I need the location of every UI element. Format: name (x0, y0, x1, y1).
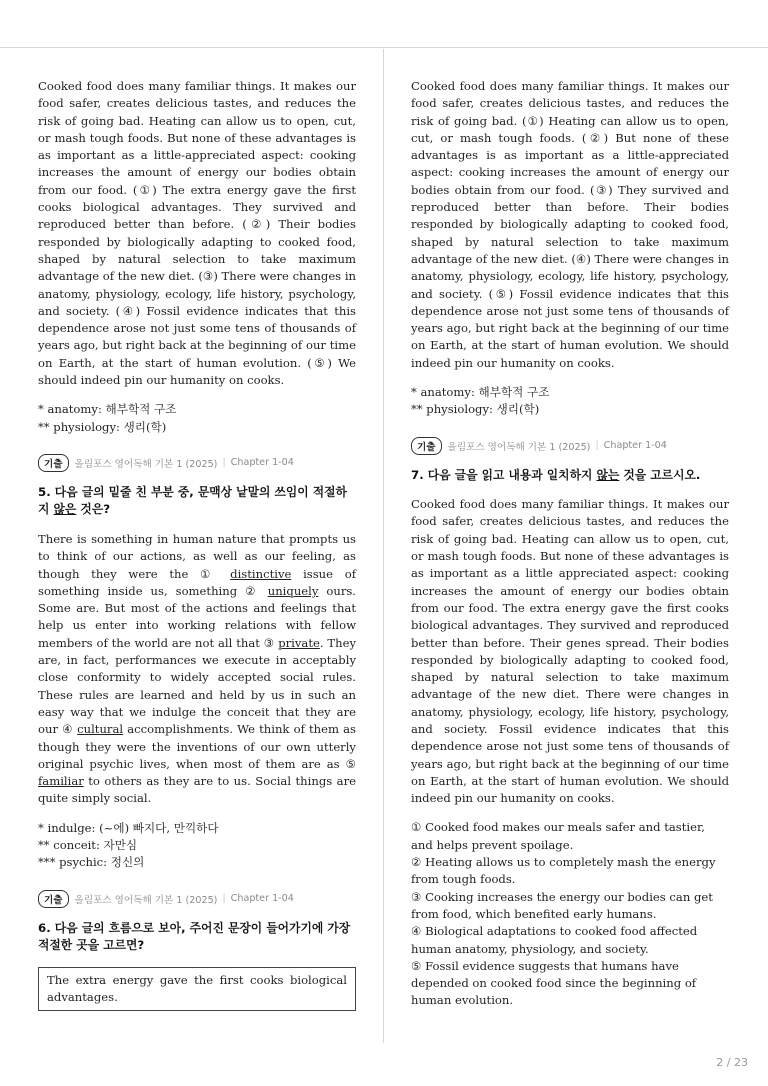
answer-option: ⑤ Fossil evidence suggests that humans have depended on cooked food since the beginning of human evolution. (411, 958, 697, 1008)
answer-option: ③ Cooking increases the energy our bodies can get from food, which benefited early humans. (411, 889, 713, 921)
exam-tag: 기출 (38, 454, 69, 472)
exam-tag: 기출 (411, 437, 442, 455)
answer-option: ④ Biological adaptations to cooked food affected human anatomy, physiology, and society. (411, 924, 698, 956)
footnote: *** psychic: 정신의 (38, 855, 145, 870)
footnote: * indulge: (~에) 빠지다, 만끽하다 (38, 820, 219, 835)
source-book: 올림포스 영어독해 기본 1 (2025) (74, 458, 218, 470)
footnote: * anatomy: 해부학적 구조 (38, 402, 177, 417)
footnote: ** physiology: 생리(학) (38, 419, 167, 434)
underlined-word: familiar (38, 774, 84, 789)
footnote: ** physiology: 생리(학) (411, 402, 540, 417)
answer-option: ② Heating allows us to completely mash the energy from tough foods. (411, 855, 716, 887)
source-chapter: Chapter 1-04 (230, 893, 294, 905)
question-title: 7. 다음 글을 읽고 내용과 일치하지 않는 것을 고르시오. (411, 467, 701, 482)
footnote: ** conceit: 자만심 (38, 837, 138, 852)
left-column (38, 78, 356, 1011)
passage-text: Cooked food does many familiar things. It makes our food safer, creates delicious tastes, and reduces the risk of going bad. Heating can allow us to open, cut, or mash tough foods. But none of these advantages is as important as a little appreciated aspect: cooking increases the amount of energy our bodies obtain from our food. The extra energy gave the first cooks biological advantages. They survived and reproduced better than before. Their genes spread. Their bodies responded by biologically adapting to cooked food, shaped by natural selection to take maximum advantage of the new diet. There were changes in anatomy, physiology, ecology, life history, psychology, and society. Fossil evidence indicates that this dependence arose not just some tens of thousands of years ago, but right back at the beginning of our time on Earth, at the start of human evolution. We should indeed pin our humanity on cooks. (411, 497, 729, 806)
passage-text: Cooked food does many familiar things. It makes our food safer, creates delicious tastes, and reduces the risk of going bad. (①) Heating can allow us to open, cut, or mash tough foods. (②) But none of these advantages is as important as a little-appreciated aspect: cooking increases the amount of energy our bodies obtain from our food. (③) They survived and reproduced better than before. Their bodies responded by biologically adapting to cooked food, shaped by natural selection to take maximum advantage of the new diet. (④) There were changes in anatomy, physiology, ecology, life history, psychology, and society. (⑤) Fossil evidence indicates that this dependence arose not just some tens of thousands of years ago, but right back at the beginning of our time on Earth, at the start of human evolution. We should indeed pin our humanity on cooks. (411, 79, 729, 370)
source-chapter: Chapter 1-04 (603, 440, 667, 452)
right-column (411, 78, 729, 1010)
header-rule (0, 47, 768, 48)
source-book: 올림포스 영어독해 기본 1 (2025) (74, 894, 218, 906)
footnotes (38, 401, 356, 436)
question-title: 5. 다음 글의 밑줄 친 부분 중, 문맥상 낱말의 쓰임이 적절하지 않은 것은? (38, 484, 347, 517)
footnotes (411, 384, 729, 419)
page-number: 2 / 23 (716, 1056, 748, 1069)
underlined-word: uniquely (267, 583, 319, 598)
footnote: * anatomy: 해부학적 구조 (411, 385, 550, 400)
column-divider (383, 49, 384, 1043)
exam-tag: 기출 (38, 890, 69, 908)
underlined-word: cultural (77, 722, 124, 737)
passage-text: Cooked food does many familiar things. It makes our food safer, creates delicious tastes, and reduces the risk of going bad. Heating can allow us to open, cut, or mash tough foods. But none of these advantages is as important as a little-appreciated aspect: cooking increases the amount of energy our bodies obtain from our food. (①) The extra energy gave the first cooks biological advantages. They survived and reproduced better than before. (②) Their bodies responded by biologically adapting to cooked food, shaped by natural selection to take maximum advantage of the new diet. (③) There were changes in anatomy, physiology, ecology, life history, psychology, and society. (④) Fossil evidence indicates that this dependence arose not just some tens of thousands of years ago, but right back at the beginning of our time on Earth, at the start of human evolution. (⑤) We should indeed pin our humanity on cooks. (38, 79, 356, 388)
question-source: 기출 올림포스 영어독해 기본 1 (2025) | Chapter 1-04 (38, 890, 356, 908)
given-sentence-box: The extra energy gave the first cooks biological advantages. (38, 967, 356, 1012)
underlined-word: distinctive (230, 566, 292, 581)
question-title: 6. 다음 글의 흐름으로 보아, 주어진 문장이 들어가기에 가장 적절한 곳을 고르면? (38, 920, 351, 953)
underlined-word: private (278, 635, 320, 650)
answer-options (411, 819, 729, 1009)
passage-text: There is something in human nature that prompts us to think of our actions, as well as our feeling, as though they were the ① distinctive issue of something inside us, something ② uniquely ours. Some are. But most of the actions and feelings that help us enter into working relations with fellow members of the world are not all that ③ private. They are, in fact, performances we execute in acceptably close conformity to widely accepted social rules. These rules are learned and held by us in such an easy way that we indulge the conceit that they are our ④ cultural accomplishments. We think of them as though they were the inventions of our own utterly original psychic lives, when most of them are as ⑤ familiar to others as they are to us. Social things are quite simply social. (38, 531, 356, 806)
source-book: 올림포스 영어독해 기본 1 (2025) (447, 441, 591, 453)
source-chapter: Chapter 1-04 (230, 457, 294, 469)
question-source: 기출 올림포스 영어독해 기본 1 (2025) | Chapter 1-04 (38, 454, 356, 472)
answer-option: ① Cooked food makes our meals safer and tastier, and helps prevent spoilage. (411, 820, 705, 852)
question-source: 기출 올림포스 영어독해 기본 1 (2025) | Chapter 1-04 (411, 437, 729, 455)
footnotes (38, 820, 356, 872)
